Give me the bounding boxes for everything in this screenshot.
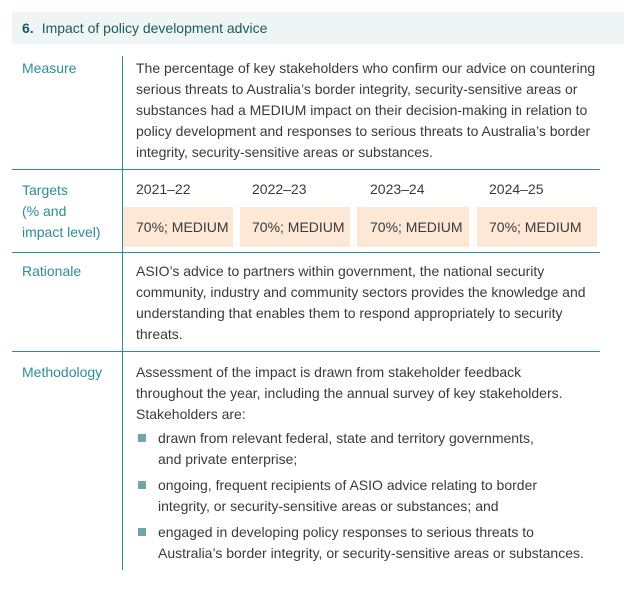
target-value-cell bbox=[477, 207, 597, 247]
target-value: 70%; MEDIUM bbox=[489, 219, 582, 235]
list-item bbox=[136, 428, 596, 470]
list-item-text: ongoing, frequent recipients of ASIO advice relating to border integrity, or security-sensitive areas or substances; and bbox=[158, 477, 538, 514]
target-value: 70%; MEDIUM bbox=[252, 219, 345, 235]
target-year: 2021–22 bbox=[136, 181, 191, 197]
row-divider bbox=[12, 351, 600, 352]
targets-label-line2: (% and bbox=[22, 203, 67, 219]
target-year: 2024–25 bbox=[489, 181, 544, 197]
column-divider bbox=[122, 56, 123, 570]
measure-label: Measure bbox=[22, 60, 77, 76]
list-item-text: drawn from relevant federal, state and territory governments, and private enterprise; bbox=[158, 430, 534, 467]
row-divider bbox=[12, 169, 600, 170]
list-item bbox=[136, 475, 596, 517]
measure-text: The percentage of key stakeholders who confirm our advice on countering serious threats to Australia’s border integrity, security-sensitive areas or substances had a MEDIUM impact on their decision-making in relation to policy development and responses to serious threats to Australia’s border integrity, security-sensitive areas or substances. bbox=[136, 60, 596, 160]
targets-label-line3: impact level) bbox=[22, 224, 101, 240]
list-item bbox=[136, 522, 596, 564]
methodology-intro: Assessment of the impact is drawn from stakeholder feedback throughout the year, including the annual survey of key stakeholders. Stakeholders are: bbox=[136, 364, 563, 422]
targets-label bbox=[22, 180, 101, 243]
target-value-cell bbox=[240, 207, 350, 247]
target-value: 70%; MEDIUM bbox=[370, 219, 463, 235]
target-value: 70%; MEDIUM bbox=[136, 219, 229, 235]
row-divider bbox=[12, 252, 600, 253]
section-title-bar bbox=[12, 12, 624, 44]
target-value-cell bbox=[357, 207, 469, 247]
section-number: 6. bbox=[22, 20, 34, 36]
target-value-cell bbox=[123, 207, 233, 247]
methodology-label: Methodology bbox=[22, 364, 103, 380]
section-title: Impact of policy development advice bbox=[41, 20, 268, 36]
target-year: 2022–23 bbox=[252, 181, 307, 197]
targets-label-line1: Targets bbox=[22, 182, 68, 198]
bullet-square-icon bbox=[138, 434, 146, 442]
rationale-label: Rationale bbox=[22, 263, 82, 279]
rationale-text: ASIO’s advice to partners within government, the national security community, industry and community sectors provides the knowledge and understanding that enables them to respond appropriately to security threats. bbox=[136, 263, 586, 342]
target-year: 2023–24 bbox=[370, 181, 425, 197]
bullet-square-icon bbox=[138, 481, 146, 489]
list-item-text: engaged in developing policy responses to serious threats to Australia’s border integrity, or security-sensitive areas or substances. bbox=[158, 524, 584, 561]
bullet-square-icon bbox=[138, 528, 146, 536]
